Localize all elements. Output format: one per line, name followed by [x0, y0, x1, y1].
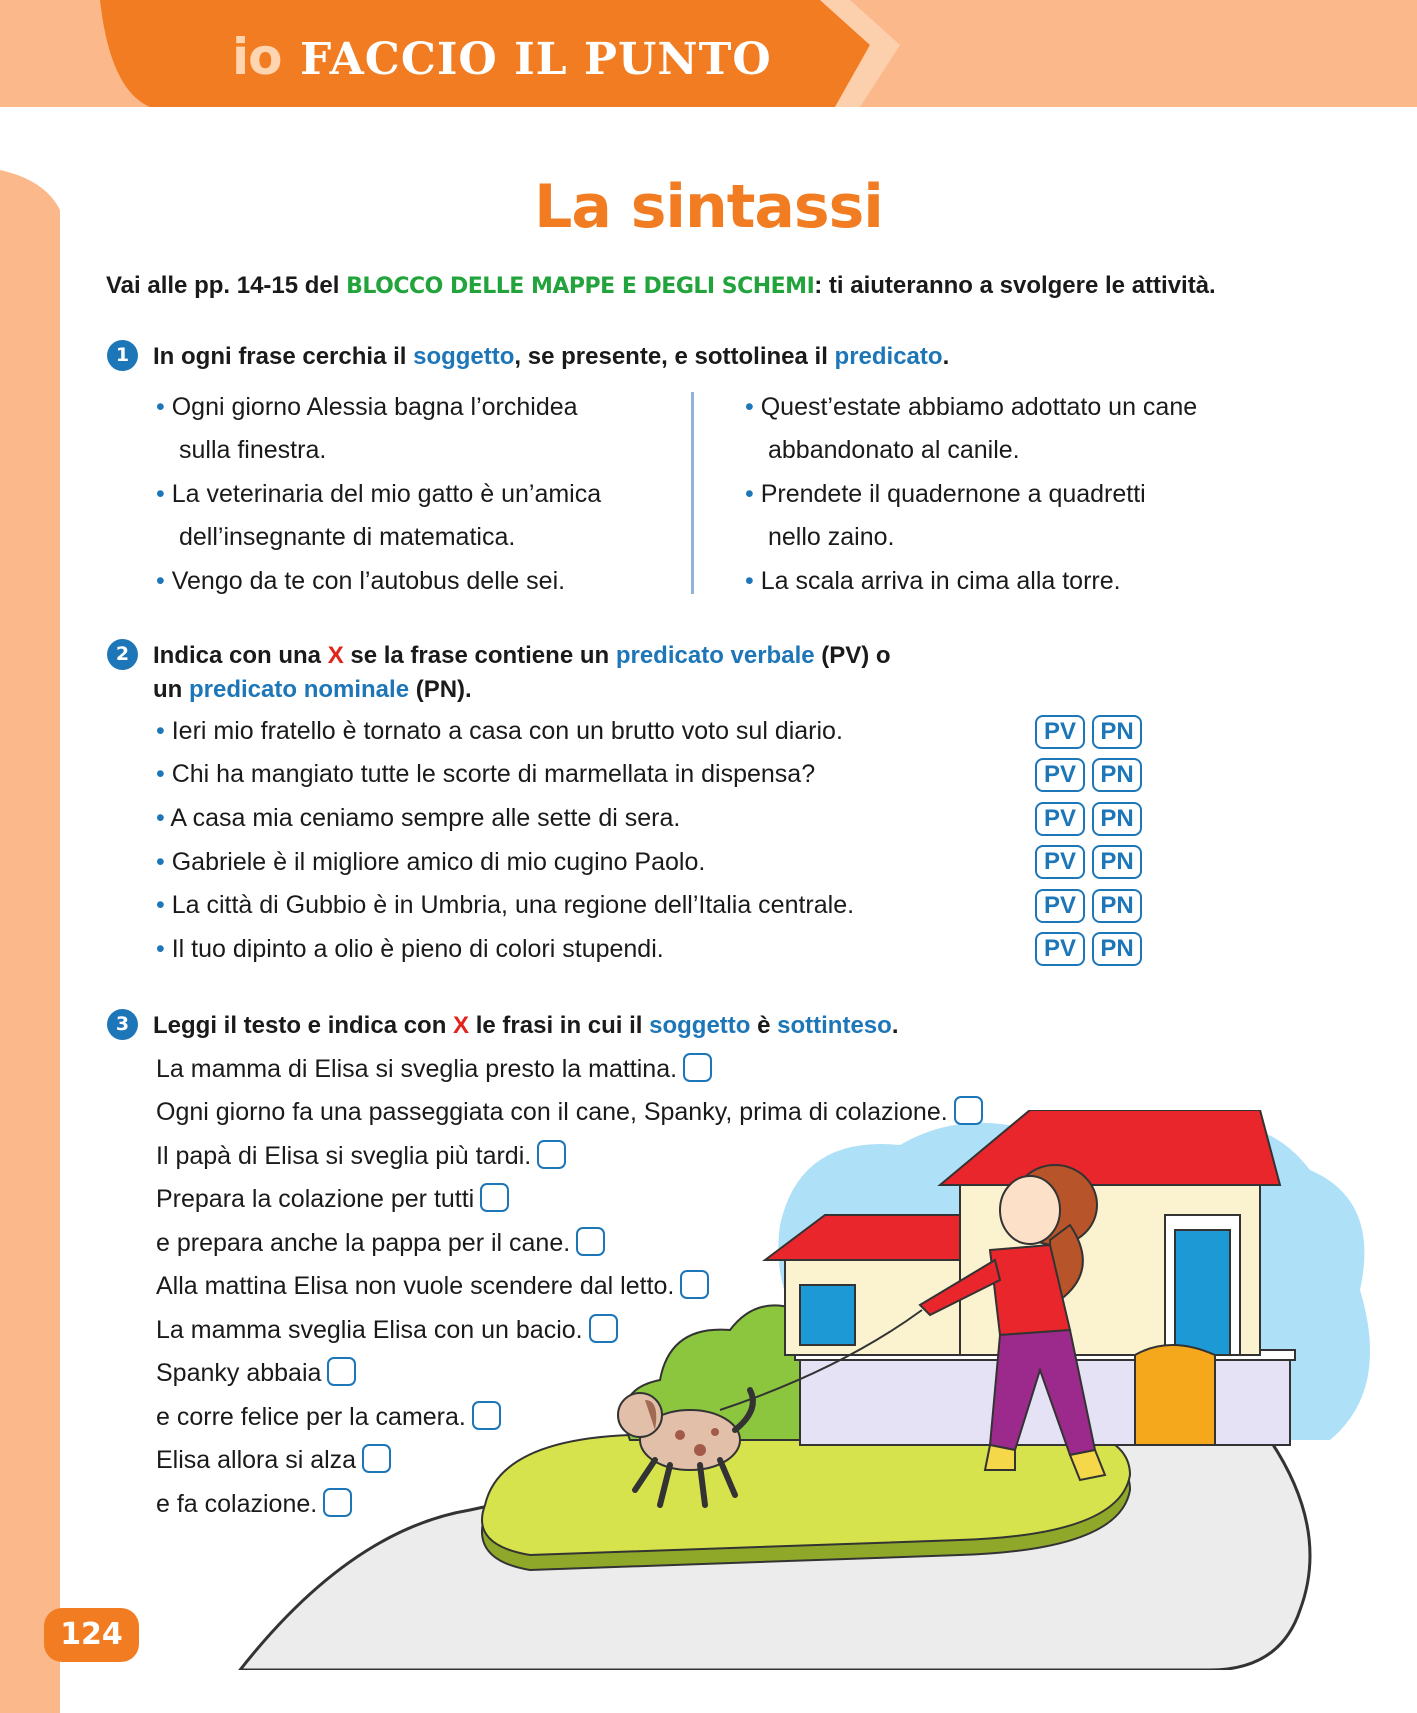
intro-prefix: Vai alle pp. 14-15 del — [106, 272, 347, 299]
ex3-line — [156, 1221, 605, 1265]
checkbox[interactable] — [954, 1096, 983, 1125]
bullet: • — [156, 891, 165, 919]
intro-highlight: BLOCCO DELLE MAPPE E DEGLI SCHEMI — [346, 274, 815, 299]
checkbox[interactable] — [683, 1053, 712, 1082]
sentence-text: abbandonato al canile. — [768, 436, 1020, 464]
instr-text: . — [942, 343, 950, 370]
instr-text: Leggi il testo e indica con — [153, 1012, 454, 1039]
sentence-text: Alla mattina Elisa non vuole scendere dal letto. — [156, 1272, 675, 1300]
exercise-3-instruction — [153, 1009, 898, 1043]
ex3-line — [156, 1090, 983, 1134]
checkbox[interactable] — [537, 1140, 566, 1169]
pn-box[interactable]: PN — [1092, 802, 1142, 836]
sentence-text: Ogni giorno Alessia bagna l’orchidea — [171, 393, 578, 421]
ex3-line — [156, 1351, 356, 1395]
bullet: • — [156, 393, 165, 421]
exercise-3-number: 3 — [107, 1009, 138, 1040]
bullet: • — [156, 480, 165, 508]
bullet: • — [745, 480, 754, 508]
sentence-text: Prepara la colazione per tutti — [156, 1185, 475, 1213]
sentence-text: Il tuo dipinto a olio è pieno di colori stupendi. — [171, 935, 664, 963]
pn-box[interactable]: PN — [1092, 845, 1142, 879]
ex2-sentence — [156, 883, 854, 927]
column-divider — [691, 392, 694, 594]
bullet: • — [156, 717, 165, 745]
pv-box[interactable]: PV — [1035, 932, 1085, 966]
ex3-line — [156, 1482, 352, 1526]
sentence-text: dell’insegnante di matematica. — [179, 523, 516, 551]
ex1-left-item — [156, 385, 578, 429]
sentence-text: sulla finestra. — [179, 436, 327, 464]
pn-box[interactable]: PN — [1092, 758, 1142, 792]
keyword-sottinteso: sottinteso — [777, 1012, 892, 1039]
sentence-text: nello zaino. — [768, 523, 895, 551]
instr-text: . — [891, 1012, 899, 1039]
instr-text: In ogni frase cerchia il — [153, 343, 414, 370]
intro-suffix: : ti aiuteranno a svolgere le attività. — [814, 272, 1216, 299]
checkbox[interactable] — [480, 1183, 509, 1212]
pv-box[interactable]: PV — [1035, 758, 1085, 792]
checkbox[interactable] — [327, 1357, 356, 1386]
bullet: • — [156, 567, 165, 595]
bullet: • — [745, 393, 754, 421]
sentence-text: e corre felice per la camera. — [156, 1403, 466, 1431]
sentence-text: e prepara anche la pappa per il cane. — [156, 1229, 571, 1257]
ex3-line — [156, 1134, 566, 1178]
pv-box[interactable]: PV — [1035, 889, 1085, 923]
x-mark: X — [327, 642, 344, 669]
instr-text: , se presente, e sottolinea il — [514, 343, 835, 370]
sentence-text: Vengo da te con l’autobus delle sei. — [171, 567, 566, 595]
ex3-line — [156, 1264, 709, 1308]
sentence-text: Il papà di Elisa si sveglia più tardi. — [156, 1142, 532, 1170]
ex3-line — [156, 1177, 509, 1221]
instr-text: Indica con una — [153, 642, 328, 669]
checkbox[interactable] — [576, 1227, 605, 1256]
exercise-1-number: 1 — [107, 340, 138, 371]
instr-text: (PN). — [409, 676, 472, 703]
checkbox[interactable] — [680, 1270, 709, 1299]
sentence-text: La scala arriva in cima alla torre. — [760, 567, 1121, 595]
pv-box[interactable]: PV — [1035, 845, 1085, 879]
pn-box[interactable]: PN — [1092, 715, 1142, 749]
header-title: FACCIO IL PUNTO — [300, 34, 772, 85]
door — [1175, 1230, 1230, 1355]
instr-text: le frasi in cui il — [469, 1012, 650, 1039]
sentence-text: e fa colazione. — [156, 1490, 318, 1518]
header-logo: io — [232, 28, 282, 86]
intro-text — [106, 272, 1216, 300]
ex2-sentence — [156, 840, 705, 884]
keyword-soggetto: soggetto — [649, 1012, 751, 1039]
bullet: • — [156, 804, 165, 832]
keyword-predicato-verbale: predicato verbale — [615, 642, 815, 669]
page-title: La sintassi — [534, 172, 883, 242]
ex2-sentence — [156, 796, 680, 840]
ex1-right-item-cont — [768, 515, 894, 559]
sentence-text: La veterinaria del mio gatto è un’amica — [171, 480, 602, 508]
exercise-2-number: 2 — [107, 639, 138, 670]
sentence-text: Gabriele è il migliore amico di mio cugino Paolo. — [171, 848, 706, 876]
checkbox[interactable] — [589, 1314, 618, 1343]
ex1-left-item — [156, 559, 565, 603]
bullet: • — [156, 935, 165, 963]
pv-box[interactable]: PV — [1035, 715, 1085, 749]
ex2-sentence — [156, 927, 664, 971]
sentence-text: Ogni giorno fa una passeggiata con il cane, Spanky, prima di colazione. — [156, 1098, 948, 1126]
keyword-predicato-nominale: predicato nominale — [189, 676, 410, 703]
pn-box[interactable]: PN — [1092, 932, 1142, 966]
instr-text: se la frase contiene un — [343, 642, 616, 669]
checkbox[interactable] — [323, 1488, 352, 1517]
ex2-sentence — [156, 709, 843, 753]
page-number: 124 — [44, 1608, 139, 1662]
sentence-text: Chi ha mangiato tutte le scorte di marmellata in dispensa? — [171, 760, 816, 788]
ex3-line — [156, 1395, 501, 1439]
ex1-left-item — [156, 472, 601, 516]
checkbox[interactable] — [362, 1444, 391, 1473]
sentence-text: A casa mia ceniamo sempre alle sette di sera. — [170, 804, 681, 832]
sentence-text: Quest’estate abbiamo adottato un cane — [760, 393, 1198, 421]
pn-box[interactable]: PN — [1092, 889, 1142, 923]
ex1-right-item-cont — [768, 428, 1020, 472]
instr-text: un — [153, 676, 189, 703]
x-mark: X — [453, 1012, 470, 1039]
sentence-text: Elisa allora si alza — [156, 1446, 357, 1474]
pv-box[interactable]: PV — [1035, 802, 1085, 836]
sentence-text: Ieri mio fratello è tornato a casa con un brutto voto sul diario. — [171, 717, 843, 745]
gate — [1135, 1345, 1215, 1445]
ex3-line — [156, 1308, 618, 1352]
bullet: • — [156, 848, 165, 876]
keyword-soggetto: soggetto — [413, 343, 515, 370]
exercise-1-instruction — [153, 340, 949, 374]
ex1-right-item — [745, 559, 1121, 603]
sentence-text: La mamma di Elisa si sveglia presto la mattina. — [156, 1055, 678, 1083]
sentence-text: Prendete il quadernone a quadretti — [760, 480, 1146, 508]
left-margin-stripe — [0, 170, 60, 1713]
instr-text: è — [750, 1012, 778, 1039]
sentence-text: La mamma sveglia Elisa con un bacio. — [156, 1316, 583, 1344]
ex3-line — [156, 1047, 712, 1091]
ex1-left-item-cont — [179, 515, 515, 559]
ex1-right-item — [745, 472, 1146, 516]
bullet: • — [745, 567, 754, 595]
keyword-predicato: predicato — [834, 343, 943, 370]
exercise-2-instruction — [153, 639, 891, 707]
ex1-left-item-cont — [179, 428, 326, 472]
ex1-right-item — [745, 385, 1197, 429]
sentence-text: Spanky abbaia — [156, 1359, 322, 1387]
house-right-roof — [940, 1110, 1280, 1185]
ex3-line — [156, 1438, 391, 1482]
ex2-sentence — [156, 752, 815, 796]
instr-text: (PV) o — [814, 642, 891, 669]
bullet: • — [156, 760, 165, 788]
checkbox[interactable] — [472, 1401, 501, 1430]
sentence-text: La città di Gubbio è in Umbria, una regione dell’Italia centrale. — [171, 891, 855, 919]
